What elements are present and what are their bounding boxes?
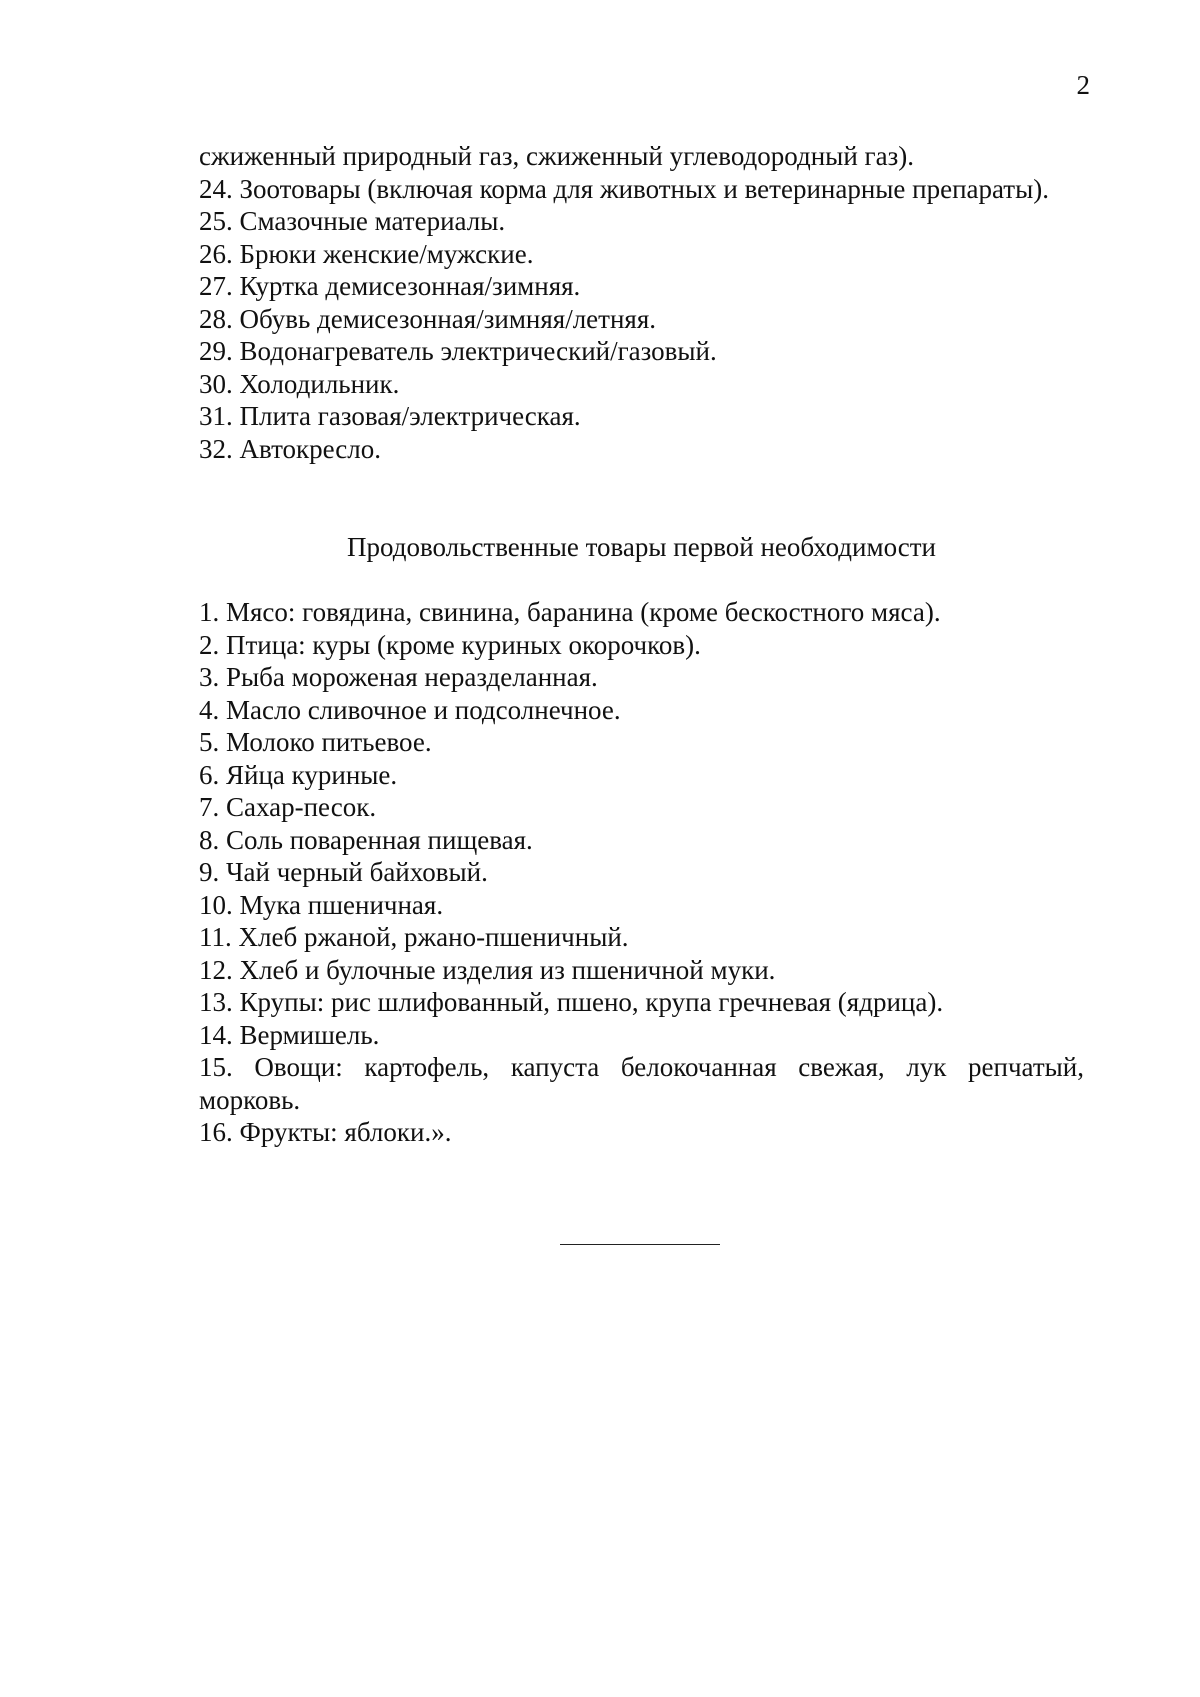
list-item: 32. Автокресло. [199, 433, 381, 464]
list-item: 28. Обувь демисезонная/зимняя/летняя. [199, 303, 656, 334]
list-item: 29. Водонагреватель электрический/газовый. [199, 336, 717, 366]
list-item: 16. Фрукты: яблоки.». [199, 1117, 452, 1147]
list-item: 8. Соль поваренная пищевая. [199, 824, 533, 855]
list-item: 25. Смазочные материалы. [199, 206, 506, 236]
list-item: 4. Масло сливочное и подсолнечное. [199, 694, 621, 725]
list-item: 10. Мука пшеничная. [199, 889, 444, 920]
list-item: 2. Птица: куры (кроме куриных окорочков). [199, 629, 701, 660]
page-number: 2 [1076, 70, 1090, 100]
list-item: 7. Сахар-песок. [199, 792, 377, 822]
list-item: 14. Вермишель. [199, 1019, 380, 1050]
list-item: 1. Мясо: говядина, свинина, баранина (кроме бескостного мяса). [199, 597, 941, 627]
nonfood-list [199, 140, 1084, 465]
food-list [199, 596, 1084, 1149]
list-item: 26. Брюки женские/мужские. [199, 238, 534, 269]
list-item: 11. Хлеб ржаной, ржано-пшеничный. [199, 922, 629, 952]
continuation-line: сжиженный природный газ, сжиженный углеводородный газ). [199, 141, 914, 171]
list-item: 31. Плита газовая/электрическая. [199, 401, 581, 431]
list-item: 9. Чай черный байховый. [199, 857, 488, 887]
list-item: 30. Холодильник. [199, 368, 400, 399]
list-item: 12. Хлеб и булочные изделия из пшеничной муки. [199, 954, 776, 985]
section-heading: Продовольственные товары первой необходимости [346, 532, 936, 562]
list-item: 15. Овощи: картофель, капуста белокочанная свежая, лук репчатый, морковь. [199, 1052, 1084, 1115]
list-item: 24. Зоотовары (включая корма для животных и ветеринарные препараты). [199, 173, 1049, 204]
closing-divider [560, 1244, 720, 1245]
list-item: 3. Рыба мороженая неразделанная. [199, 662, 598, 692]
list-item: 13. Крупы: рис шлифованный, пшено, крупа гречневая (ядрица). [199, 987, 944, 1017]
list-item: 6. Яйца куриные. [199, 759, 398, 790]
list-item: 5. Молоко питьевое. [199, 727, 432, 757]
list-item: 27. Куртка демисезонная/зимняя. [199, 271, 581, 301]
